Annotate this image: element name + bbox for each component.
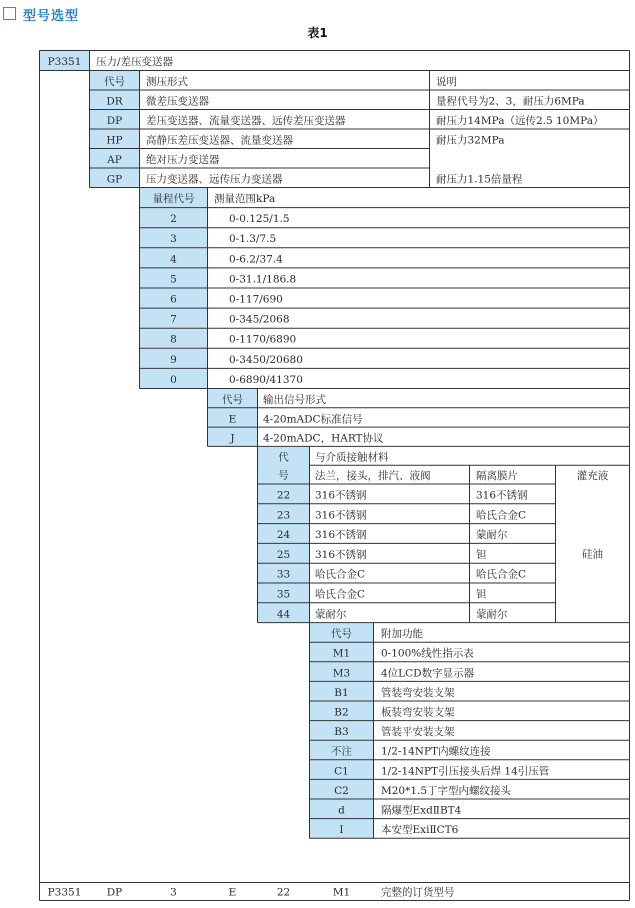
type-code: AP: [107, 154, 122, 166]
material-diaphragm: 316不锈钢: [476, 489, 528, 502]
material-fill-value: 硅油: [582, 548, 603, 561]
type-code: DP: [106, 115, 123, 127]
range-code: 9: [170, 353, 177, 366]
example-label: 完整的订货型号: [381, 886, 455, 899]
material-flange: 哈氏合金C: [315, 588, 366, 601]
output-code: E: [228, 413, 237, 426]
example-code-part: E: [228, 886, 237, 899]
extra-code: C2: [334, 784, 349, 797]
example-code-part: DP: [106, 886, 123, 899]
material-flange: 316不锈钢: [315, 509, 367, 522]
type-code-header: 代号: [104, 76, 125, 88]
material-code: 22: [276, 489, 291, 502]
material-fill-header: 灌充液: [576, 469, 609, 482]
section-title: 型号选型: [23, 9, 80, 24]
extra-code: B2: [334, 706, 349, 719]
output-code: J: [230, 432, 235, 445]
extra-func: 管装平安装支架: [381, 726, 455, 739]
type-form: 差压变送器、流量变送器、远传差压变送器: [146, 115, 346, 127]
extra-func: 管装弯安装支架: [381, 686, 455, 699]
extra-func: 本安型ExiⅡCT6: [381, 824, 459, 837]
material-diaphragm: 钽: [476, 588, 487, 601]
model-name: 压力/差压变送器: [96, 56, 174, 68]
type-note: 量程代号为2、3，耐压力6MPa: [436, 95, 585, 108]
type-note-header: 说明: [436, 76, 457, 88]
type-form: 高静压差压变送器、流量变送器: [146, 134, 293, 147]
range-value: 0-6890/41370: [229, 373, 303, 386]
material-code: 23: [276, 509, 291, 522]
model-code: P3351: [47, 56, 82, 68]
extra-code: 不注: [331, 745, 352, 758]
extra-code: B3: [334, 726, 349, 739]
type-code: HP: [106, 134, 123, 147]
type-code: GP: [106, 173, 123, 186]
material-diaphragm: 哈氏合金C: [476, 568, 527, 581]
extra-code: C1: [334, 765, 349, 778]
material-diaphragm: 哈氏合金C: [476, 509, 527, 522]
extra-func: 1/2-14NPT内螺纹连接: [381, 745, 491, 758]
range-header: 测量范围kPa: [214, 193, 276, 205]
output-form: 4-20mADC标准信号: [263, 413, 363, 426]
example-code-part: 22: [276, 886, 291, 899]
type-code: DR: [106, 95, 123, 108]
material-flange-header: 法兰，接头，排汽、液阀: [315, 469, 431, 482]
extra-func: 4位LCD数字显示器: [381, 667, 475, 680]
table-caption: 表1: [307, 26, 328, 40]
range-value: 0-1.3/7.5: [229, 233, 277, 246]
type-note: 耐压力32MPa: [436, 134, 505, 147]
range-value: 0-117/690: [229, 293, 283, 306]
material-code: 25: [276, 548, 291, 561]
extra-code-header: 代号: [331, 628, 352, 641]
material-diaphragm: 蒙耐尔: [476, 608, 508, 621]
example-code-part: M1: [332, 886, 351, 899]
material-flange: 蒙耐尔: [315, 608, 347, 621]
type-form: 微差压变送器: [146, 95, 209, 108]
range-value: 0-345/2068: [229, 313, 290, 326]
example-code-part: 3: [170, 886, 177, 899]
range-value: 0-0.125/1.5: [229, 213, 290, 226]
extra-func: 板装弯安装支架: [381, 706, 455, 719]
material-flange: 316不锈钢: [315, 529, 367, 542]
material-contact-header: 与介质接触材料: [315, 451, 389, 464]
material-diaphragm: 钽: [476, 548, 487, 561]
extra-code: d: [338, 804, 345, 817]
material-diaphragm-header: 隔离膜片: [476, 469, 518, 482]
extra-func: 1/2-14NPT引压接头后焊 14引压管: [381, 765, 550, 778]
range-code: 3: [170, 233, 177, 246]
material-code: 35: [276, 588, 291, 601]
type-note: 耐压力14MPa（远传2.5 10MPa）: [436, 115, 604, 127]
material-code-header-2: 号: [278, 469, 289, 482]
range-code: 4: [170, 253, 177, 266]
material-code: 33: [276, 568, 291, 581]
output-code-header: 代号: [222, 394, 243, 406]
material-code: 24: [276, 529, 291, 542]
output-form: 4-20mADC，HART协议: [263, 432, 384, 445]
range-value: 0-3450/20680: [229, 353, 303, 366]
type-note: 耐压力1.15倍量程: [436, 173, 523, 186]
extra-func: 0-100%线性指示表: [381, 647, 474, 660]
range-code-header: 量程代号: [152, 193, 195, 205]
material-code-header-1: 代: [278, 451, 289, 464]
range-code: 0: [170, 373, 177, 386]
range-code: 5: [170, 273, 177, 286]
range-value: 0-1170/6890: [229, 333, 297, 346]
type-form: 压力变送器、远传压力变送器: [146, 173, 283, 186]
type-form: 绝对压力变送器: [146, 154, 220, 166]
type-form-header: 测压形式: [146, 76, 188, 88]
range-code: 6: [170, 293, 177, 306]
range-value: 0-6.2/37.4: [229, 253, 283, 266]
range-code: 7: [170, 313, 177, 326]
range-code: 8: [170, 333, 177, 346]
range-code: 2: [170, 213, 177, 226]
material-flange: 哈氏合金C: [315, 568, 366, 581]
material-diaphragm: 蒙耐尔: [476, 529, 508, 542]
material-flange: 316不锈钢: [315, 489, 367, 502]
extra-func-header: 附加功能: [381, 628, 423, 641]
extra-code: M3: [332, 667, 351, 680]
extra-func: 隔爆型ExdⅡBT4: [381, 804, 462, 817]
extra-func: M20*1.5丁字型内螺纹接头: [381, 784, 512, 797]
output-form-header: 输出信号形式: [263, 394, 326, 406]
extra-code: B1: [334, 686, 349, 699]
example-code-part: P3351: [47, 886, 82, 899]
extra-code: I: [339, 824, 344, 837]
material-code: 44: [276, 608, 291, 621]
material-flange: 316不锈钢: [315, 548, 367, 561]
extra-code: M1: [332, 647, 351, 660]
range-value: 0-31.1/186.8: [229, 273, 297, 286]
